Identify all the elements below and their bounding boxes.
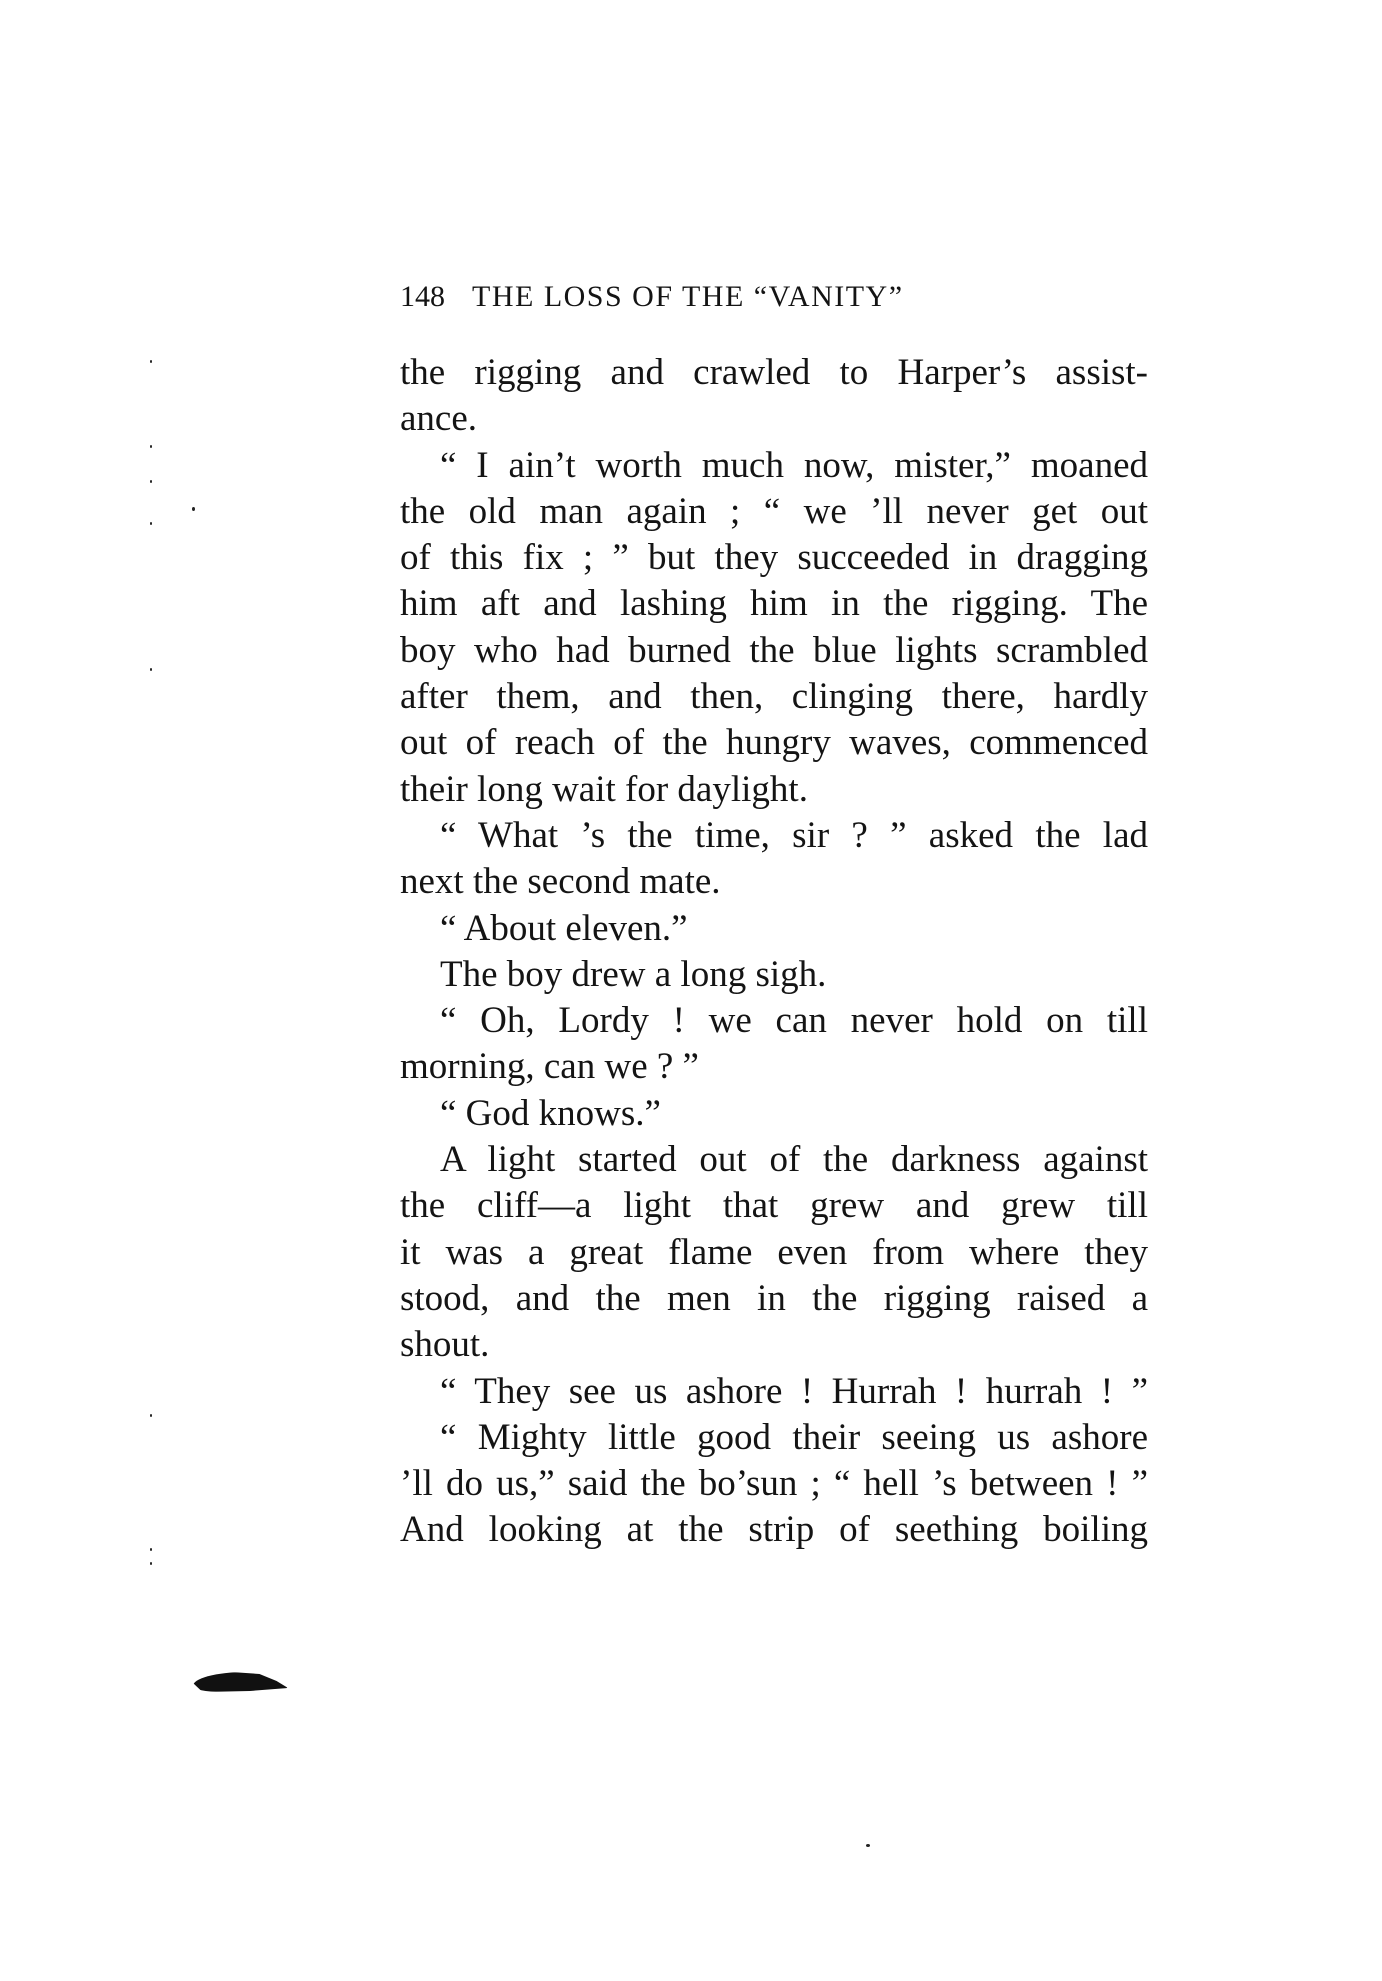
- text-line: The boy drew a long sigh.: [440, 953, 827, 995]
- text-line: A light started out of the darkness against: [440, 1139, 1148, 1181]
- text-line: next the second mate.: [400, 861, 721, 903]
- scan-speck: [150, 1414, 152, 1417]
- scan-speck: [150, 360, 152, 363]
- running-head: [400, 280, 1160, 314]
- ink-blot: [193, 1672, 288, 1692]
- text-line: their long wait for daylight.: [400, 768, 808, 810]
- page-number: 148: [400, 280, 445, 313]
- text-line: “ God knows.”: [440, 1092, 661, 1134]
- scan-speck: [150, 445, 152, 448]
- text-line: boy who had burned the blue lights scrambled: [400, 629, 1148, 671]
- scan-speck: [150, 1548, 152, 1551]
- text-line: ance.: [400, 398, 478, 440]
- text-line: shout.: [400, 1324, 490, 1366]
- text-line: out of reach of the hungry waves, commenced: [400, 722, 1148, 764]
- text-line: “ Oh, Lordy ! we can never hold on till: [440, 1000, 1148, 1042]
- text-line: of this fix ; ” but they succeeded in dragging: [400, 537, 1148, 579]
- running-title: THE LOSS OF THE “VANITY”: [472, 280, 904, 313]
- scan-speck: [150, 668, 152, 671]
- text-line: ’ll do us,” said the bo’sun ; “ hell ’s between ! ”: [400, 1463, 1148, 1505]
- scan-speck: [150, 522, 152, 525]
- text-line: morning, can we ? ”: [400, 1046, 699, 1088]
- text-line: “ Mighty little good their seeing us ashore: [440, 1416, 1148, 1458]
- scan-speck: [150, 1562, 152, 1565]
- scan-speck: [192, 507, 195, 511]
- text-line: “ I ain’t worth much now, mister,” moaned: [440, 444, 1148, 486]
- body-text: [400, 350, 1148, 1554]
- text-line: “ About eleven.”: [440, 907, 688, 949]
- text-line: And looking at the strip of seething boiling: [400, 1509, 1148, 1551]
- text-line: the rigging and crawled to Harper’s assist-: [400, 352, 1148, 393]
- scan-speck: [150, 480, 152, 483]
- text-line: stood, and the men in the rigging raised a: [400, 1277, 1148, 1319]
- text-line: after them, and then, clinging there, hardly: [400, 676, 1148, 718]
- text-line: the cliff—a light that grew and grew till: [400, 1185, 1148, 1227]
- text-line: him aft and lashing him in the rigging. The: [400, 583, 1148, 625]
- text-line: “ They see us ashore ! Hurrah ! hurrah ! ”: [440, 1370, 1148, 1412]
- scan-speck: [866, 1844, 870, 1847]
- text-line: it was a great flame even from where they: [400, 1231, 1148, 1273]
- text-line: “ What ’s the time, sir ? ” asked the lad: [440, 814, 1148, 856]
- text-line: the old man again ; “ we ’ll never get out: [400, 490, 1148, 532]
